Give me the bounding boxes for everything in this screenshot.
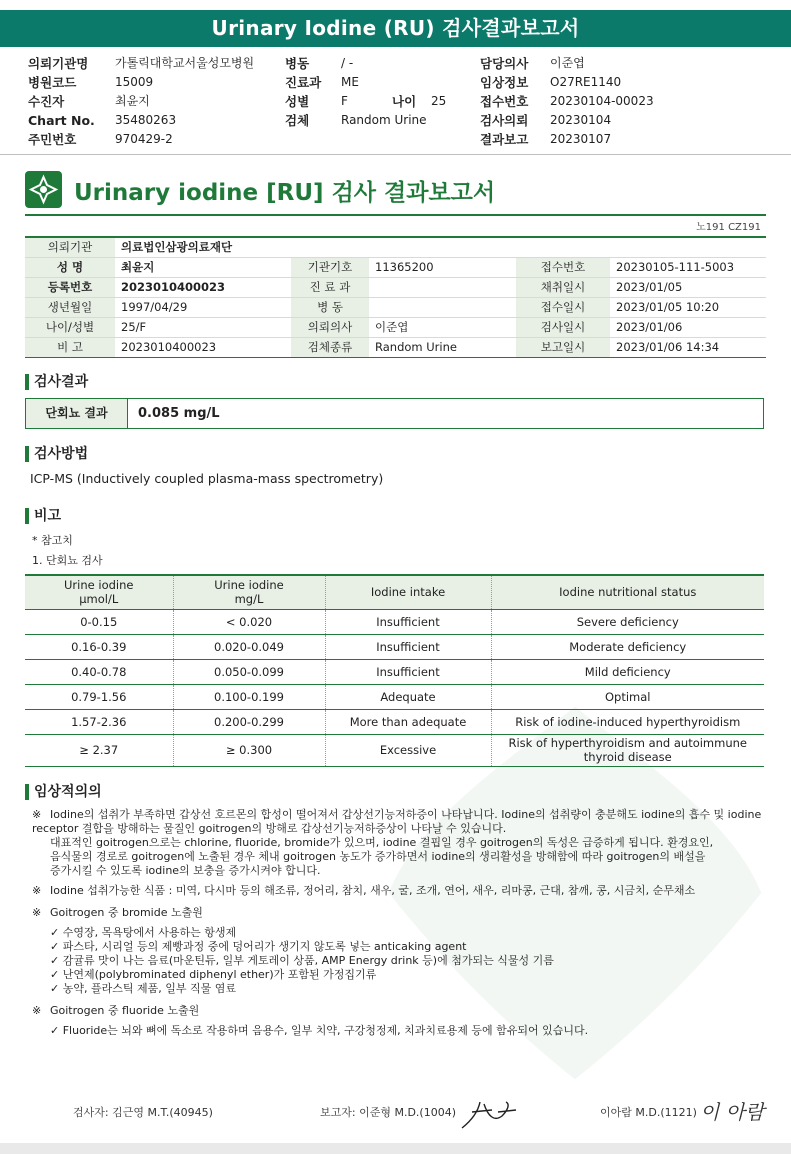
bromide-item: ✓ 수영장, 목욕탕에서 사용하는 항생제 [50, 926, 237, 939]
reference-cell [491, 709, 764, 734]
report-title: Urinary iodine [RU] 검사 결과보고서 [74, 180, 496, 206]
patient-row [25, 257, 766, 277]
reference-cell-line: ≥ 2.37 [79, 743, 119, 757]
info-label: 나이 [392, 94, 417, 109]
info-label: 검사의뢰 [480, 113, 529, 128]
patient-row [25, 277, 766, 297]
reference-cell [25, 709, 173, 734]
reference-row [25, 609, 764, 634]
reference-header [325, 575, 491, 609]
divider [0, 154, 791, 155]
patient-field-label: 성 명 [25, 257, 115, 277]
patient-field-value: 2023010400023 [115, 337, 291, 357]
patient-field-value: 2023010400023 [115, 277, 291, 297]
info-value: 최윤지 [115, 94, 150, 108]
reference-header-line: Urine iodine [214, 578, 284, 593]
reference-cell-line: Risk of hyperthyroidism and autoimmune [508, 736, 747, 750]
info-value: 970429-2 [115, 132, 173, 146]
reference-cell [325, 734, 491, 766]
patient-field-label: 의뢰기관 [25, 237, 115, 257]
info-label: 수진자 [28, 94, 65, 109]
patient-field-value [369, 297, 516, 317]
patient-field-label: 검사일시 [516, 317, 610, 337]
bromide-item: ✓ 농약, 플라스틱 제품, 일부 직물 염료 [50, 982, 236, 995]
info-label: 병동 [285, 56, 310, 71]
patient-field-label: 비 고 [25, 337, 115, 357]
clinical-line: 대표적인 goitrogen으로는 chlorine, fluoride, bromide가 있으며, iodine 결핍일 경우 goitrogen의 독성은 급증하게 됩니다. 환경요인, [50, 836, 714, 849]
reference-row [25, 659, 764, 684]
reference-cell [491, 734, 764, 766]
fluoride-heading: Goitrogen 중 fluoride 노출원 [50, 1004, 200, 1017]
reference-cell [491, 659, 764, 684]
reference-header-line: Iodine intake [370, 585, 446, 600]
reference-cell [325, 634, 491, 659]
result-value: 0.085 mg/L [138, 406, 220, 421]
reference-cell [491, 609, 764, 634]
reference-cell-line: 0.020-0.049 [214, 639, 284, 654]
patient-field-value: 25/F [115, 317, 291, 337]
bromide-item: ✓ 감귤류 맛이 나는 음료(마운틴듀, 일부 게토레이 상품, AMP Energy drink 등)에 첨가되는 식물성 기름 [50, 954, 554, 967]
doctor-name: 이아람 M.D.(1121) [600, 1106, 697, 1119]
section-clinical-heading: 임상적의의 [25, 784, 102, 800]
note-line: * 참고치 [32, 534, 73, 547]
patient-field-value: Random Urine [369, 337, 516, 357]
fluoride-item: ✓ Fluoride는 뇌와 뼈에 독소로 작용하며 음용수, 일부 치약, 구강청정제, 치과치료용제 등에 함유되어 있습니다. [50, 1024, 589, 1037]
clinical-paragraph-3 [32, 906, 767, 920]
reference-cell [25, 634, 173, 659]
reference-row [25, 634, 764, 659]
reference-cell-line: 1.57-2.36 [71, 714, 127, 729]
tester-name: 검사자: 김근영 M.T.(40945) [73, 1106, 213, 1119]
reference-header-line: mg/L [234, 592, 264, 607]
patient-field-value: 2023/01/05 10:20 [610, 297, 766, 317]
reference-table [25, 574, 764, 767]
reference-cell-line: Insufficient [376, 664, 440, 679]
reference-cell [325, 609, 491, 634]
section-note-heading: 비고 [25, 508, 61, 524]
reference-cell [25, 684, 173, 709]
patient-field-value [610, 237, 766, 257]
info-label: 임상정보 [480, 75, 529, 90]
info-label: 의뢰기관명 [28, 56, 89, 71]
patient-row [25, 297, 766, 317]
patient-field-label: 생년월일 [25, 297, 115, 317]
reference-cell-line: 0.050-0.099 [214, 664, 284, 679]
clinical-line: Iodine의 섭취가 부족하면 갑상선 호르몬의 합성이 떨어져서 갑상선기능저하증이 나타납니다. Iodine의 섭취량이 충분해도 iodine의 흡수 및 iodine [50, 808, 762, 821]
reference-cell-line: More than adequate [349, 714, 467, 729]
info-label: 성별 [285, 94, 310, 109]
reference-cell [491, 634, 764, 659]
info-value: 25 [431, 94, 447, 108]
reference-cell [25, 609, 173, 634]
patient-row [25, 337, 766, 357]
info-label: Chart No. [28, 113, 95, 128]
patient-field-label: 접수일시 [516, 297, 610, 317]
patient-field-value: 이준엽 [369, 317, 516, 337]
note-mark: ※ [32, 1004, 42, 1017]
result-box [25, 398, 764, 429]
reference-cell-line: 0.79-1.56 [71, 689, 127, 704]
reference-cell [325, 709, 491, 734]
patient-field-label: 의뢰의사 [291, 317, 369, 337]
reference-header [25, 575, 173, 609]
reference-cell [173, 684, 325, 709]
patient-table [25, 236, 766, 358]
info-value: Random Urine [341, 113, 427, 127]
patient-field-label: 검체종류 [291, 337, 369, 357]
reference-cell [173, 659, 325, 684]
bromide-heading: Goitrogen 중 bromide 노출원 [50, 906, 203, 919]
patient-field-label [291, 237, 369, 257]
info-label: 병원코드 [28, 75, 77, 90]
reference-row [25, 734, 764, 766]
patient-field-value [369, 237, 516, 257]
note-line: 1. 단회뇨 검사 [32, 554, 103, 567]
food-list: Iodine 섭취가능한 식품 : 미역, 다시마 등의 해조류, 정어리, 참치, 새우, 굴, 조개, 연어, 새우, 리마콩, 근대, 참깨, 콩, 시금치, 순무채소 [50, 884, 696, 897]
reference-cell [173, 709, 325, 734]
patient-field-value: 최윤지 [115, 257, 291, 277]
clinic-logo-icon [25, 171, 62, 208]
reference-cell [25, 734, 173, 766]
reference-cell-line: < 0.020 [225, 614, 273, 629]
patient-field-label: 접수번호 [516, 257, 610, 277]
reporter-name: 보고자: 이준형 M.D.(1004) [320, 1106, 456, 1119]
reference-header-line: Iodine nutritional status [559, 585, 697, 600]
info-value: 가톨릭대학교서울성모병원 [115, 56, 255, 70]
method-text: ICP-MS (Inductively coupled plasma-mass spectrometry) [30, 471, 384, 486]
patient-field-value: 20230105-111-5003 [610, 257, 766, 277]
reference-cell-line: Excessive [379, 743, 437, 757]
bromide-item: ✓ 파스타, 시리얼 등의 제빵과정 중에 덩어리가 생기지 않도록 넣는 anticaking agent [50, 940, 467, 953]
clinical-paragraph-4 [32, 1004, 767, 1018]
reference-cell-line: 0.40-0.78 [71, 664, 127, 679]
reporter-signature-icon [458, 1094, 524, 1132]
patient-row [25, 317, 766, 337]
report-banner: Urinary Iodine (RU) 검사결과보고서 [0, 10, 791, 47]
patient-field-value: 2023/01/06 14:34 [610, 337, 766, 357]
clinical-line: receptor 결합을 방해하는 물질인 goitrogen의 방해로 갑상선기능저하증상이 나타날 수 있습니다. [32, 822, 507, 835]
reference-cell-line: Risk of iodine-induced hyperthyroidism [515, 714, 741, 729]
reference-cell-line: thyroid disease [583, 750, 672, 764]
patient-field-label: 채취일시 [516, 277, 610, 297]
reference-cell [173, 609, 325, 634]
note-mark: ※ [32, 906, 42, 919]
patient-field-label: 나이/성별 [25, 317, 115, 337]
report-code: 노191 CZ191 [696, 222, 761, 233]
info-value: / - [341, 56, 354, 70]
reference-cell-line: Adequate [380, 689, 436, 704]
info-value: 35480263 [115, 113, 177, 127]
patient-field-value: 2023/01/06 [610, 317, 766, 337]
doctor-signature: 이 아람 [700, 1100, 765, 1124]
reference-cell-line: ≥ 0.300 [225, 743, 273, 757]
patient-field-value [369, 277, 516, 297]
result-label: 단회뇨 결과 [26, 399, 128, 428]
clinical-paragraph-2 [32, 884, 767, 898]
info-value: F [341, 94, 348, 108]
reference-header [491, 575, 764, 609]
reference-cell-line: Optimal [604, 689, 651, 704]
info-value: 20230107 [550, 132, 612, 146]
reference-header-line: μmol/L [79, 592, 119, 607]
reference-cell-line: 0.16-0.39 [71, 639, 127, 654]
reference-cell-line: 0.200-0.299 [214, 714, 284, 729]
clinical-line: 증가시킬 수 있도록 iodine의 보충을 증가시켜야 합니다. [50, 864, 321, 877]
clinical-paragraph-1 [32, 808, 767, 878]
info-value: ME [341, 75, 359, 89]
info-value: 이준엽 [550, 56, 585, 70]
info-value: 15009 [115, 75, 154, 89]
reference-row [25, 709, 764, 734]
reference-cell [325, 659, 491, 684]
reference-cell [491, 684, 764, 709]
reference-cell [173, 634, 325, 659]
clinical-line: 음식물의 경로로 goitrogen에 노출된 경우 체내 goitrogen 농도가 증가하면서 iodine의 생리활성을 방해함에 따라 goitrogen의 배설을 [50, 850, 706, 863]
reference-header-line: Urine iodine [64, 578, 134, 593]
reference-cell-line: 0-0.15 [80, 614, 118, 629]
reference-cell [173, 734, 325, 766]
info-label: 검체 [285, 113, 310, 128]
patient-field-value: 11365200 [369, 257, 516, 277]
reference-cell-line: Insufficient [376, 639, 440, 654]
section-result-heading: 검사결과 [25, 374, 88, 390]
patient-field-label: 기관기호 [291, 257, 369, 277]
patient-field-value: 1997/04/29 [115, 297, 291, 317]
reference-cell-line: Mild deficiency [584, 664, 671, 679]
patient-field-value: 2023/01/05 [610, 277, 766, 297]
patient-field-label: 등록번호 [25, 277, 115, 297]
info-label: 진료과 [285, 75, 322, 90]
reference-cell-line: Insufficient [376, 614, 440, 629]
patient-field-label: 병 동 [291, 297, 369, 317]
reference-header [173, 575, 325, 609]
reference-cell [325, 684, 491, 709]
reference-header-row [25, 575, 764, 609]
request-info [28, 54, 778, 150]
info-value: O27RE1140 [550, 75, 622, 89]
patient-field-label: 보고일시 [516, 337, 610, 357]
info-label: 담당의사 [480, 56, 529, 71]
info-label: 주민번호 [28, 132, 77, 147]
info-label: 결과보고 [480, 132, 529, 147]
info-value: 20230104-00023 [550, 94, 654, 108]
patient-field-label [516, 237, 610, 257]
section-method-heading: 검사방법 [25, 446, 88, 462]
reference-row [25, 684, 764, 709]
info-value: 20230104 [550, 113, 612, 127]
reference-cell-line: 0.100-0.199 [214, 689, 284, 704]
title-rule [25, 214, 766, 216]
note-mark: ※ [32, 808, 42, 821]
patient-field-value: 의료법인삼광의료재단 [115, 237, 291, 257]
patient-field-label: 진 료 과 [291, 277, 369, 297]
patient-row [25, 237, 766, 257]
bromide-item: ✓ 난연제(polybrominated diphenyl ether)가 포함된 가정집기류 [50, 968, 377, 981]
info-label: 접수번호 [480, 94, 529, 109]
reference-cell-line: Severe deficiency [576, 614, 679, 629]
reference-cell [25, 659, 173, 684]
page-bottom-strip [0, 1143, 791, 1154]
note-mark: ※ [32, 884, 42, 897]
reference-cell-line: Moderate deficiency [569, 639, 687, 654]
